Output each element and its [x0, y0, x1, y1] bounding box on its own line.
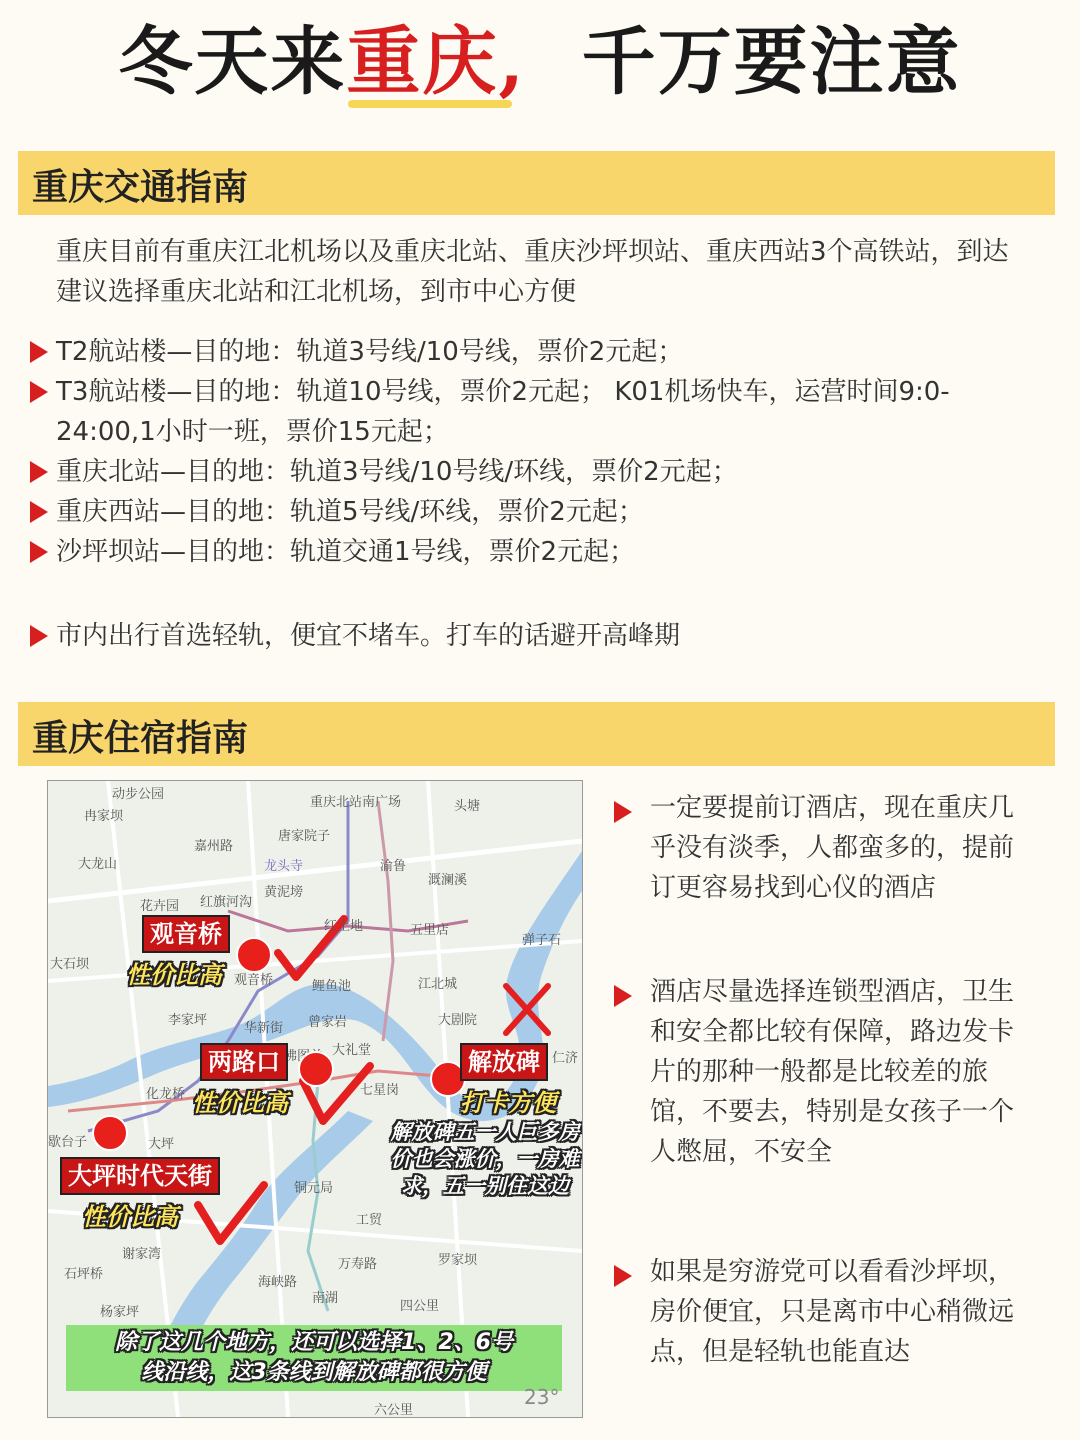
route-text: T2航站楼—目的地：轨道3号线/10号线，票价2元起； — [56, 337, 684, 367]
map-label: 动步公园 — [112, 787, 165, 802]
triangle-bullet-icon — [30, 541, 48, 563]
map-label: 海峡路 — [258, 1275, 298, 1290]
map-label: 七星岗 — [360, 1083, 400, 1098]
place-label-jiefangbei: 解放碑 — [460, 1043, 548, 1081]
map-footer-line: 除了这几个地方，还可以选择1、2、6号 — [115, 1330, 513, 1355]
map-label: 溉澜溪 — [428, 873, 468, 888]
map-label: 鲤鱼池 — [312, 979, 352, 994]
place-label-lianglukou: 两路口 — [200, 1043, 288, 1081]
map-label: 四公里 — [400, 1299, 440, 1314]
map-label: 龙头寺 — [264, 859, 304, 874]
route-text: T3航站楼—目的地：轨道10号线，票价2元起； K01机场快车，运营时间9:0-24:00,1小时一班，票价15元起； — [56, 377, 950, 447]
map-label: 歇台子 — [48, 1135, 88, 1150]
place-tag: 性价比高 — [126, 961, 222, 989]
transport-section-header — [18, 151, 1055, 215]
transport-heading: 重庆交通指南 — [32, 167, 249, 208]
title-highlight: 重庆, — [346, 14, 526, 110]
map-label: 观音桥 — [234, 973, 274, 988]
map-label: 华新街 — [244, 1021, 284, 1036]
map-label: 弹子石 — [522, 933, 562, 948]
place-tag: 性价比高 — [82, 1203, 178, 1231]
map-label: 大石坝 — [50, 957, 90, 972]
lodging-tip — [612, 788, 1032, 908]
map-label: 红土地 — [324, 919, 364, 934]
triangle-bullet-icon — [614, 801, 632, 823]
page-title — [0, 14, 1080, 110]
location-pin-icon — [236, 937, 272, 973]
lodging-heading: 重庆住宿指南 — [32, 718, 249, 759]
route-item — [26, 332, 1036, 372]
triangle-bullet-icon — [30, 461, 48, 483]
map-label: 冉家坝 — [84, 809, 124, 824]
transport-tip-text: 市内出行首选轻轨，便宜不堵车。打车的话避开高峰期 — [56, 621, 681, 651]
map-label: 红旗河沟 — [200, 895, 253, 910]
map-label: 黄泥塝 — [264, 885, 304, 900]
map-label: 铜元局 — [294, 1181, 334, 1196]
map-label: 大礼堂 — [332, 1043, 372, 1058]
lodging-map — [47, 780, 583, 1418]
lodging-tip — [612, 972, 1032, 1172]
transport-intro: 重庆目前有重庆江北机场以及重庆北站、重庆沙坪坝站、重庆西站3个高铁站，到达建议选择重庆北站和江北机场，到市中心方便 — [56, 237, 1009, 307]
place-tag: 打卡方便 — [460, 1089, 556, 1117]
lodging-tip — [612, 1252, 1032, 1372]
triangle-bullet-icon — [30, 625, 48, 647]
place-label-daping: 大坪时代天街 — [60, 1157, 220, 1195]
map-label: 仁济 — [552, 1051, 579, 1066]
map-label: 大坪 — [148, 1137, 175, 1152]
map-label: 南湖 — [312, 1291, 339, 1306]
map-label: 工贸 — [356, 1213, 383, 1228]
triangle-bullet-icon — [30, 341, 48, 363]
map-label: 石坪桥 — [64, 1267, 104, 1282]
map-label: 大龙山 — [78, 857, 118, 872]
map-footer-line: 线沿线，这3条线到解放碑都很方便 — [141, 1360, 487, 1385]
map-label: 江北城 — [418, 977, 458, 992]
map-footer-note — [66, 1325, 562, 1391]
lodging-tip-text: 一定要提前订酒店，现在重庆几乎没有淡季，人都蛮多的，提前订更容易找到心仪的酒店 — [650, 793, 1015, 903]
title-part2: 千万要注意 — [581, 19, 962, 105]
route-text: 重庆西站—目的地：轨道5号线/环线，票价2元起； — [56, 497, 644, 527]
lodging-tip-text: 如果是穷游党可以看看沙坪坝，房价便宜，只是离市中心稍微远点，但是轻轨也能直达 — [650, 1257, 1015, 1367]
location-pin-icon — [298, 1051, 334, 1087]
title-part1: 冬天来 — [118, 19, 347, 105]
map-label: 重庆北站南广场 — [310, 795, 402, 810]
transport-tip — [26, 616, 1036, 656]
map-label: 头塘 — [454, 799, 481, 814]
lodging-section-header — [18, 702, 1055, 766]
triangle-bullet-icon — [30, 501, 48, 523]
map-label: 杨家坪 — [100, 1305, 140, 1320]
triangle-bullet-icon — [30, 381, 48, 403]
route-item — [26, 372, 1036, 452]
map-label: 渝鲁 — [380, 859, 407, 874]
map-label: 唐家院子 — [278, 829, 331, 844]
place-label-guanyinqiao: 观音桥 — [142, 915, 230, 953]
map-label: 罗家坝 — [438, 1253, 478, 1268]
map-label: 嘉州路 — [194, 839, 234, 854]
weather-temperature: 23° — [524, 1385, 560, 1409]
transport-route-list — [26, 332, 1036, 656]
lodging-tip-text: 酒店尽量选择连锁型酒店，卫生和安全都比较有保障，路边发卡片的那种一般都是比较差的旅馆，不要去，特别是女孩子一个人憋屈，不安全 — [650, 977, 1015, 1167]
triangle-bullet-icon — [614, 985, 632, 1007]
route-item — [26, 492, 1036, 532]
place-tag: 性价比高 — [192, 1089, 288, 1117]
map-label: 谢家湾 — [122, 1247, 162, 1262]
triangle-bullet-icon — [614, 1265, 632, 1287]
map-label: 化龙桥 — [146, 1087, 186, 1102]
map-label: 大剧院 — [438, 1013, 478, 1028]
jiefangbei-note: 解放碑五一人巨多房价也会涨价，一房难求，五一别住这边 — [390, 1120, 580, 1198]
map-label: 六公里 — [374, 1403, 414, 1418]
map-label: 五里店 — [410, 923, 450, 938]
route-item — [26, 452, 1036, 492]
map-label: 曾家岩 — [308, 1015, 348, 1030]
route-text: 重庆北站—目的地：轨道3号线/10号线/环线，票价2元起； — [56, 457, 738, 487]
route-text: 沙坪坝站—目的地：轨道交通1号线，票价2元起； — [56, 537, 636, 567]
route-item — [26, 532, 1036, 572]
location-pin-icon — [92, 1115, 128, 1151]
map-label: 花卉园 — [140, 899, 180, 914]
map-label: 万寿路 — [338, 1257, 378, 1272]
map-label: 李家坪 — [168, 1013, 208, 1028]
